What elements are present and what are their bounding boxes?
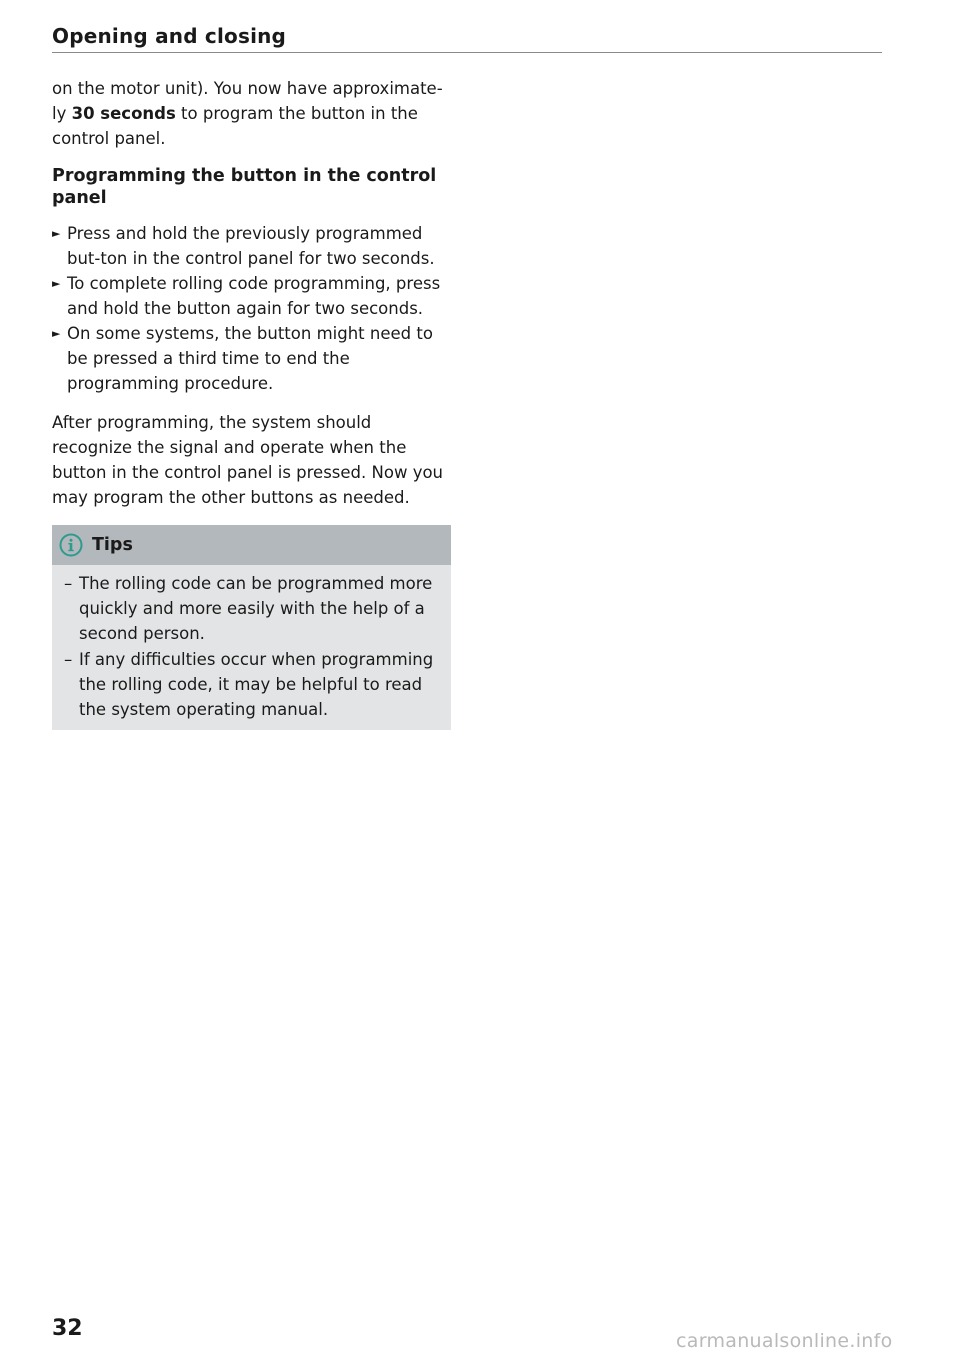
step-item — [52, 321, 452, 396]
tip-text: The rolling code can be programmed more quickly and more easily with the help of a second person. — [79, 574, 433, 643]
after-programming-paragraph: After programming, the system should recognize the signal and operate when the button in the control panel is pressed. Now you may program the other buttons as needed. — [52, 413, 444, 507]
step-text: On some systems, the button might need to be pressed a third time to end the programming procedure. — [67, 324, 433, 393]
main-column — [52, 76, 452, 524]
page-number: 32 — [52, 1316, 83, 1341]
step-text: Press and hold the previously programmed but-ton in the control panel for two seconds. — [67, 224, 435, 268]
intro-text-after: to program the button in the control panel. — [52, 104, 418, 148]
tips-header — [52, 525, 451, 565]
page-header — [52, 22, 882, 53]
tip-item — [64, 647, 441, 722]
step-marker-icon: ► — [52, 277, 61, 290]
intro-paragraph — [52, 76, 452, 151]
step-marker-icon: ► — [52, 227, 61, 240]
step-text: To complete rolling code programming, press and hold the button again for two seconds. — [67, 274, 441, 318]
intro-bold-duration: 30 seconds — [71, 104, 176, 123]
step-marker-icon: ► — [52, 327, 61, 340]
intro-text-before: on the motor unit). You now have approximate-ly — [52, 79, 443, 123]
tips-list — [52, 565, 451, 730]
step-item — [52, 221, 452, 271]
step-item — [52, 271, 452, 321]
dash-marker: – — [64, 650, 73, 669]
section-title: Opening and closing — [52, 24, 287, 48]
tip-item — [64, 571, 441, 646]
step-list — [52, 221, 452, 396]
dash-marker: – — [64, 574, 73, 593]
tips-box — [52, 525, 451, 730]
subsection-heading: Programming the button in the control panel — [52, 166, 437, 208]
tips-title: Tips — [92, 535, 133, 555]
tip-text: If any difficulties occur when programming the rolling code, it may be helpful to read the system operating manual. — [79, 650, 434, 719]
info-icon — [58, 532, 84, 558]
watermark: carmanualsonline.info — [676, 1330, 893, 1352]
